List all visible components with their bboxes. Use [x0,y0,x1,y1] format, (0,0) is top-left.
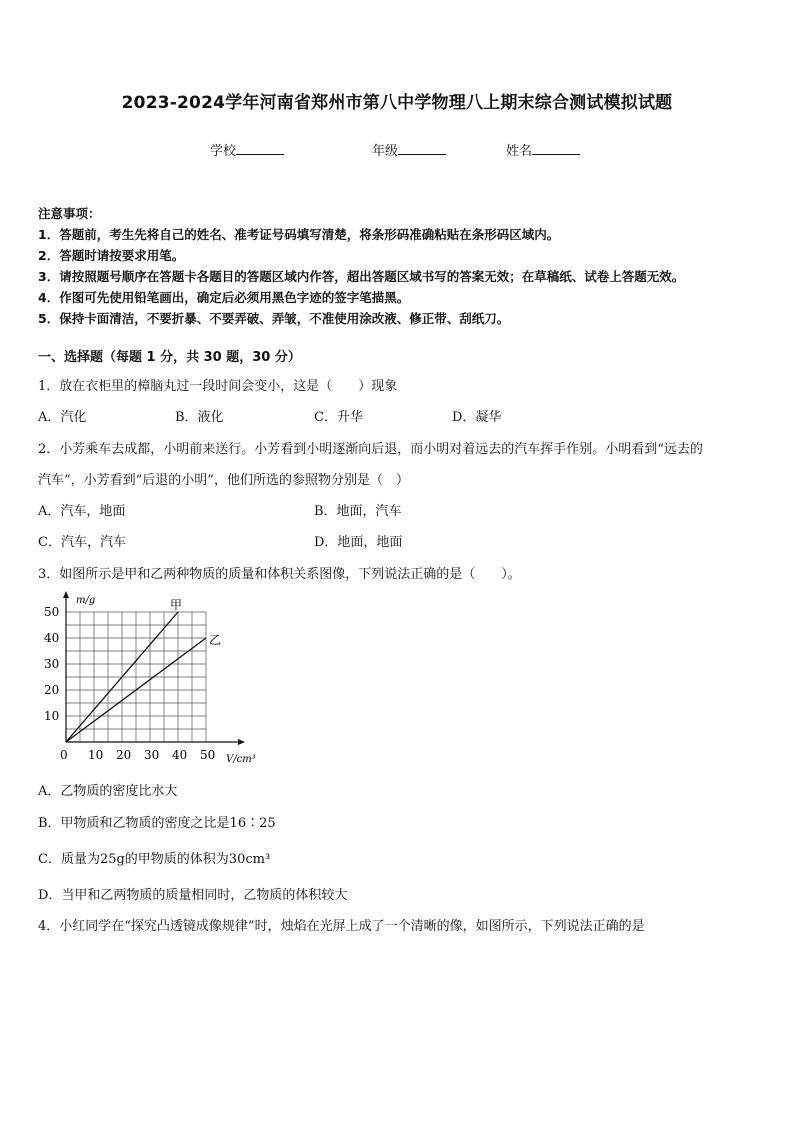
series-label: 乙 [209,633,222,647]
y-tick-label: 10 [44,709,60,723]
y-tick-label: 50 [44,605,60,619]
notice-header: 注意事项： [38,206,101,221]
page-title: 2023-2024学年河南省郑州市第八中学物理八上期末综合测试模拟试题 [121,93,673,113]
x-tick-label: 30 [144,748,160,762]
notice-block [38,203,768,329]
notice-item: 1．答题前，考生先将自己的姓名、准考证号码填写清楚，将条形码准确粘贴在条形码区域内。 [38,227,560,242]
series-label: 甲 [170,598,183,612]
name-blank[interactable] [532,142,580,155]
q2-option-c[interactable]: C．汽车，汽车 [38,535,126,550]
school-label: 学校 [210,144,237,159]
chart-grid [66,612,206,742]
x-axis-arrow [238,739,245,745]
q4-stem: 4．小红同学在“探究凸透镜成像规律”时，烛焰在光屏上成了一个清晰的像，如图所示，下列说法正确的是 [38,919,645,934]
mass-volume-chart [38,590,268,775]
x-tick-label: 50 [200,748,216,762]
q3-option-c[interactable]: C．质量为25g的甲物质的体积为30cm³ [38,852,271,867]
chart-axes [63,591,245,745]
school-field[interactable] [210,140,284,159]
chart-series [66,598,221,742]
q3-option-a[interactable]: A．乙物质的密度比水大 [38,784,178,799]
y-tick-label: 40 [44,631,60,645]
notice-item: 4．作图可先使用铅笔画出，确定后必须用黑色字迹的签字笔描黑。 [38,290,410,305]
name-label: 姓名 [506,144,533,159]
notice-item: 2．答题时请按要求用笔。 [38,248,185,263]
q1-option-d[interactable]: D．凝华 [452,410,502,425]
x-axis-label: V/cm³ [226,754,256,765]
y-tick-label: 30 [44,657,60,671]
q1-stem: 1．放在衣柜里的樟脑丸过一段时间会变小，这是（ ）现象 [38,379,398,394]
q2-option-d[interactable]: D．地面，地面 [314,535,403,550]
q3-stem: 3．如图所示是甲和乙两种物质的质量和体积关系图像，下列说法正确的是（ ）。 [38,567,521,582]
grade-label: 年级 [372,144,399,159]
q1-option-b[interactable]: B．液化 [175,410,224,425]
x-tick-label: 10 [88,748,104,762]
school-blank[interactable] [236,142,284,155]
q1-option-a[interactable]: A．汽化 [38,410,87,425]
q2-stem-line1: 2．小芳乘车去成都，小明前来送行。小芳看到小明逐渐向后退，而小明对着远去的汽车挥手作别。小明看到“远去的 [38,442,703,457]
y-axis-arrow [63,591,69,598]
x-tick-label: 20 [116,748,132,762]
section-title: 一、选择题（每题 1 分，共 30 题，30 分） [38,350,301,365]
x-tick-label: 0 [60,748,68,762]
q3-option-b[interactable]: B．甲物质和乙物质的密度之比是16∶25 [38,816,276,831]
y-axis-label: m/g [76,595,96,606]
notice-item: 5．保持卡面清洁，不要折暴、不要弄破、弄皱，不准使用涂改液、修正带、刮纸刀。 [38,311,510,326]
y-tick-label: 20 [44,683,60,697]
x-tick-label: 40 [172,748,188,762]
q2-option-a[interactable]: A．汽车，地面 [38,504,126,519]
q3-option-d[interactable]: D．当甲和乙两物质的质量相同时，乙物质的体积较大 [38,888,348,903]
q1-option-c[interactable]: C．升华 [314,410,363,425]
q2-stem-line2: 汽车”，小芳看到“后退的小明”，他们所选的参照物分别是（ ） [38,473,409,488]
notice-item: 3．请按照题号顺序在答题卡各题目的答题区域内作答，超出答题区域书写的答案无效；在草稿纸、试卷上答题无效。 [38,269,685,284]
grade-blank[interactable] [398,142,446,155]
grade-field[interactable] [372,140,446,159]
name-field[interactable] [506,140,580,159]
q2-option-b[interactable]: B．地面，汽车 [314,504,402,519]
